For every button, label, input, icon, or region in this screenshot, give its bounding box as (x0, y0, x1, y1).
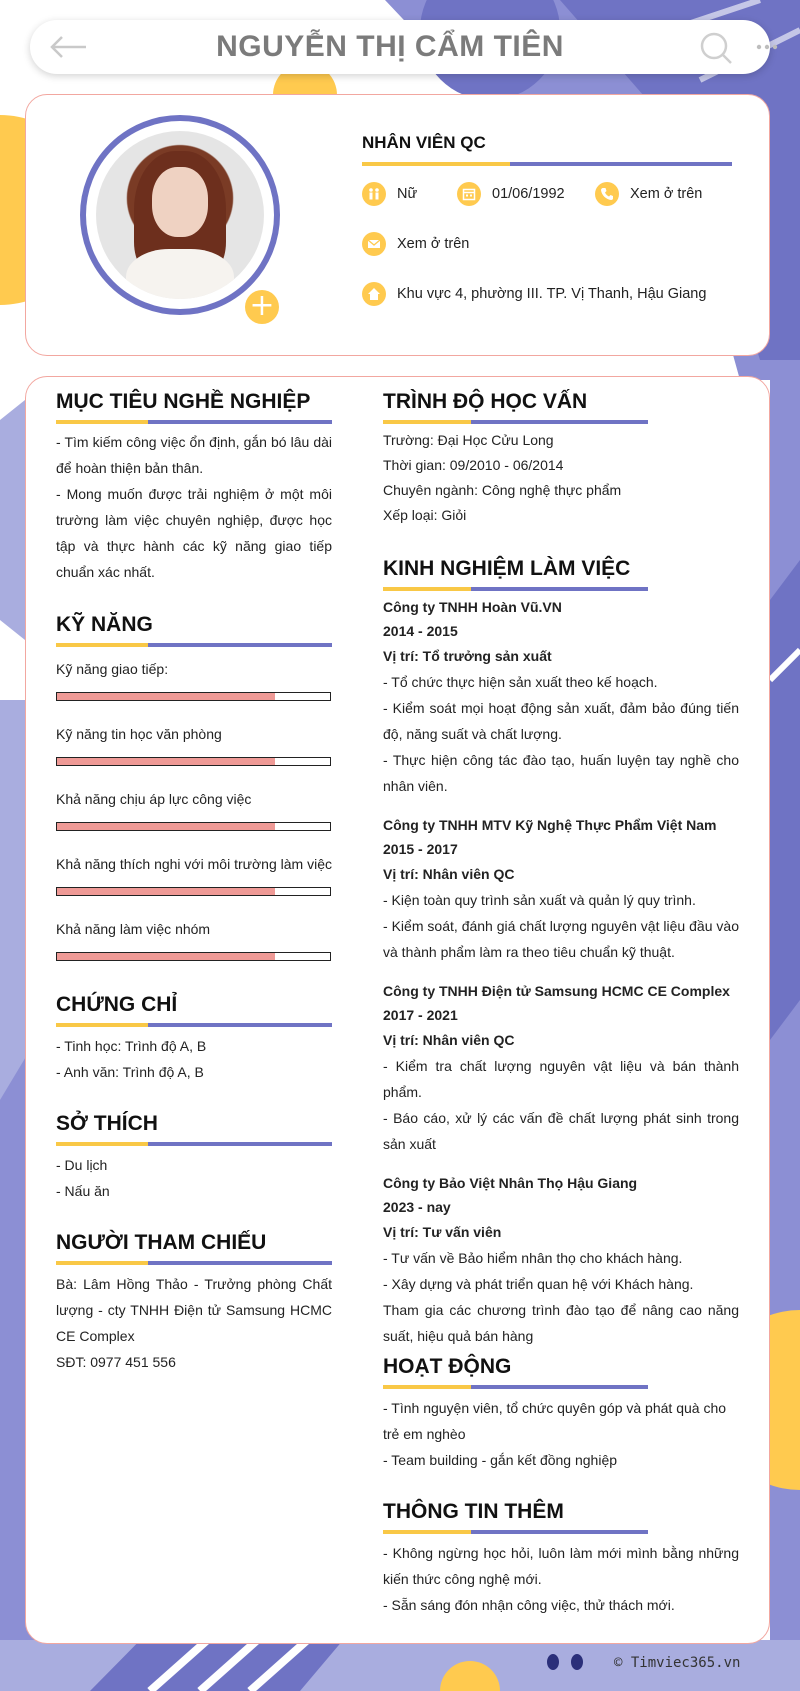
job-title: NHÂN VIÊN QC (362, 133, 486, 152)
hobby-line: - Nấu ăn (56, 1183, 110, 1199)
job-duty: - Tổ chức thực hiện sản xuất theo kế hoạch. (383, 674, 658, 690)
activities-heading: HOẠT ĐỘNG (383, 1355, 512, 1378)
section-underline (383, 587, 648, 591)
search-icon[interactable] (698, 30, 734, 66)
experience-item (383, 979, 739, 1157)
education-line: Thời gian: 09/2010 - 06/2014 (383, 457, 564, 473)
skill-bar (56, 887, 331, 896)
skill-label: Kỹ năng tin học văn phòng (56, 726, 222, 742)
phone-info (595, 182, 702, 206)
email-value: Xem ở trên (397, 236, 470, 252)
more-options-icon[interactable] (756, 42, 778, 52)
skills-heading: KỸ NĂNG (56, 613, 153, 636)
activity-line: - Tình nguyện viên, tổ chức quyên góp và phát quà cho trẻ em nghèo (383, 1400, 727, 1442)
section-underline (56, 420, 332, 424)
experience-list (383, 595, 739, 1349)
career-goal-line: - Tìm kiếm công việc ổn định, gắn bó lâu dài để hoàn thiện bản thân. (56, 434, 332, 476)
skill-bar (56, 692, 331, 701)
home-icon (362, 282, 386, 306)
career-goal-heading: MỤC TIÊU NGHỀ NGHIỆP (56, 390, 311, 413)
section-underline (56, 1142, 332, 1146)
add-photo-icon[interactable]: + (245, 290, 279, 324)
job-duty: - Kiểm tra chất lượng nguyên vật liệu và bán thành phẩm. (383, 1058, 739, 1100)
skill-label: Khả năng chịu áp lực công việc (56, 791, 252, 807)
job-position: Vị trí: Tổ trưởng sản xuất (383, 648, 552, 664)
section-underline (383, 420, 648, 424)
address-value: Khu vực 4, phường III. TP. Vị Thanh, Hậu Giang (397, 286, 707, 302)
certificates-text (56, 1033, 332, 1085)
job-position: Vị trí: Nhân viên QC (383, 1032, 515, 1048)
hobbies-heading: SỞ THÍCH (56, 1112, 158, 1135)
job-period: 2017 - 2021 (383, 1007, 458, 1023)
activity-line: - Team building - gắn kết đồng nghiệp (383, 1452, 618, 1468)
phone-value: Xem ở trên (630, 186, 703, 202)
section-underline (383, 1530, 648, 1534)
job-period: 2023 - nay (383, 1199, 451, 1215)
birthday-value: 01/06/1992 (492, 186, 565, 202)
page-dot (547, 1654, 559, 1670)
footer-credit: © Timviec365.vn (614, 1655, 741, 1671)
reference-line: Bà: Lâm Hồng Thảo - Trưởng phòng Chất lượng - cty TNHH Điện tử Samsung HCMC CE Complex (56, 1276, 332, 1344)
skill-bar (56, 757, 331, 766)
education-heading: TRÌNH ĐỘ HỌC VẤN (383, 390, 588, 413)
top-bar (30, 20, 770, 74)
section-underline (56, 1261, 332, 1265)
education-text (383, 428, 739, 528)
company-name: Công ty Bảo Việt Nhân Thọ Hậu Giang (383, 1175, 638, 1191)
education-line: Chuyên ngành: Công nghệ thực phẩm (383, 482, 622, 498)
job-duty: - Kiện toàn quy trình sản xuất và quản lý quy trình. (383, 892, 696, 908)
certificates-heading: CHỨNG CHỈ (56, 993, 178, 1016)
section-underline (56, 1023, 332, 1027)
company-name: Công ty TNHH MTV Kỹ Nghệ Thực Phẩm Việt Nam (383, 817, 717, 833)
page-title: NGUYỄN THỊ CẨM TIÊN (216, 30, 564, 63)
gender-icon (362, 182, 386, 206)
skill-bar (56, 952, 331, 961)
email-info (362, 232, 469, 256)
activities-text (383, 1395, 739, 1473)
page-indicator (547, 1654, 595, 1674)
job-duty: - Thực hiện công tác đào tạo, huấn luyện tay nghề cho nhân viên. (383, 752, 739, 794)
job-position: Vị trí: Nhân viên QC (383, 866, 515, 882)
avatar (80, 115, 280, 315)
back-arrow-icon[interactable] (48, 34, 88, 60)
skill-label: Kỹ năng giao tiếp: (56, 661, 169, 677)
skill-bar-fill (57, 953, 275, 960)
hobby-line: - Du lịch (56, 1157, 108, 1173)
extra-info-heading: THÔNG TIN THÊM (383, 1500, 564, 1523)
profile-photo (96, 131, 264, 299)
skill-bar-fill (57, 758, 275, 765)
section-underline (56, 643, 332, 647)
references-text (56, 1271, 332, 1375)
education-line: Xếp loại: Giỏi (383, 507, 467, 523)
skill-bar-fill (57, 693, 275, 700)
extra-info-line: - Không ngừng học hỏi, luôn làm mới mình bằng những kiến thức công nghệ mới. (383, 1545, 739, 1587)
reference-line: SĐT: 0977 451 556 (56, 1354, 176, 1370)
certificate-line: - Anh văn: Trình độ A, B (56, 1064, 204, 1080)
job-period: 2015 - 2017 (383, 841, 458, 857)
birthday-info (457, 182, 565, 206)
job-duty: - Báo cáo, xử lý các vấn đề chất lượng phát sinh trong sản xuất (383, 1110, 739, 1152)
extra-info-line: - Sẵn sáng đón nhận công việc, thử thách mới. (383, 1597, 675, 1613)
job-duty: - Kiểm soát mọi hoạt động sản xuất, đảm bảo đúng tiến độ, năng suất và chất lượng. (383, 700, 739, 742)
company-name: Công ty TNHH Điện tử Samsung HCMC CE Complex (383, 983, 730, 999)
hobbies-text (56, 1152, 332, 1204)
experience-item (383, 813, 739, 965)
extra-info-text (383, 1540, 739, 1618)
skill-label: Khả năng làm việc nhóm (56, 921, 211, 937)
email-icon (362, 232, 386, 256)
address-info (362, 282, 706, 306)
job-duty: - Kiểm soát, đánh giá chất lượng nguyên vật liệu đầu vào và thành phẩm làm ra theo tiêu chuẩn kỹ thuật. (383, 918, 739, 960)
experience-item (383, 1171, 739, 1349)
company-name: Công ty TNHH Hoàn Vũ.VN (383, 599, 562, 615)
job-period: 2014 - 2015 (383, 623, 458, 639)
experience-heading: KINH NGHIỆM LÀM VIỆC (383, 557, 631, 580)
gender-info (362, 182, 417, 206)
skill-bar (56, 822, 331, 831)
section-underline (383, 1385, 648, 1389)
skill-label: Khả năng thích nghi với môi trường làm việc (56, 856, 332, 872)
career-goal-line: - Mong muốn được trải nghiệm ở một môi trường làm việc chuyên nghiệp, được học tập và thực hành các kỹ năng giao tiếp chuẩn xác nhất. (56, 486, 332, 580)
job-title-underline (362, 162, 732, 166)
references-heading: NGƯỜI THAM CHIẾU (56, 1231, 267, 1254)
job-duty: Tham gia các chương trình đào tạo để nâng cao năng suất, hiệu quả bán hàng (383, 1302, 739, 1344)
page-dot (571, 1654, 583, 1670)
skill-bar-fill (57, 823, 275, 830)
job-position: Vị trí: Tư vấn viên (383, 1224, 502, 1240)
skill-bar-fill (57, 888, 275, 895)
experience-item (383, 595, 739, 799)
career-goal-text (56, 429, 332, 585)
education-line: Trường: Đại Học Cửu Long (383, 432, 554, 448)
job-duty: - Tư vấn về Bảo hiểm nhân thọ cho khách hàng. (383, 1250, 683, 1266)
certificate-line: - Tinh học: Trình độ A, B (56, 1038, 207, 1054)
job-duty: - Xây dựng và phát triển quan hệ với Khách hàng. (383, 1276, 694, 1292)
phone-icon (595, 182, 619, 206)
calendar-icon (457, 182, 481, 206)
gender-value: Nữ (397, 186, 418, 202)
